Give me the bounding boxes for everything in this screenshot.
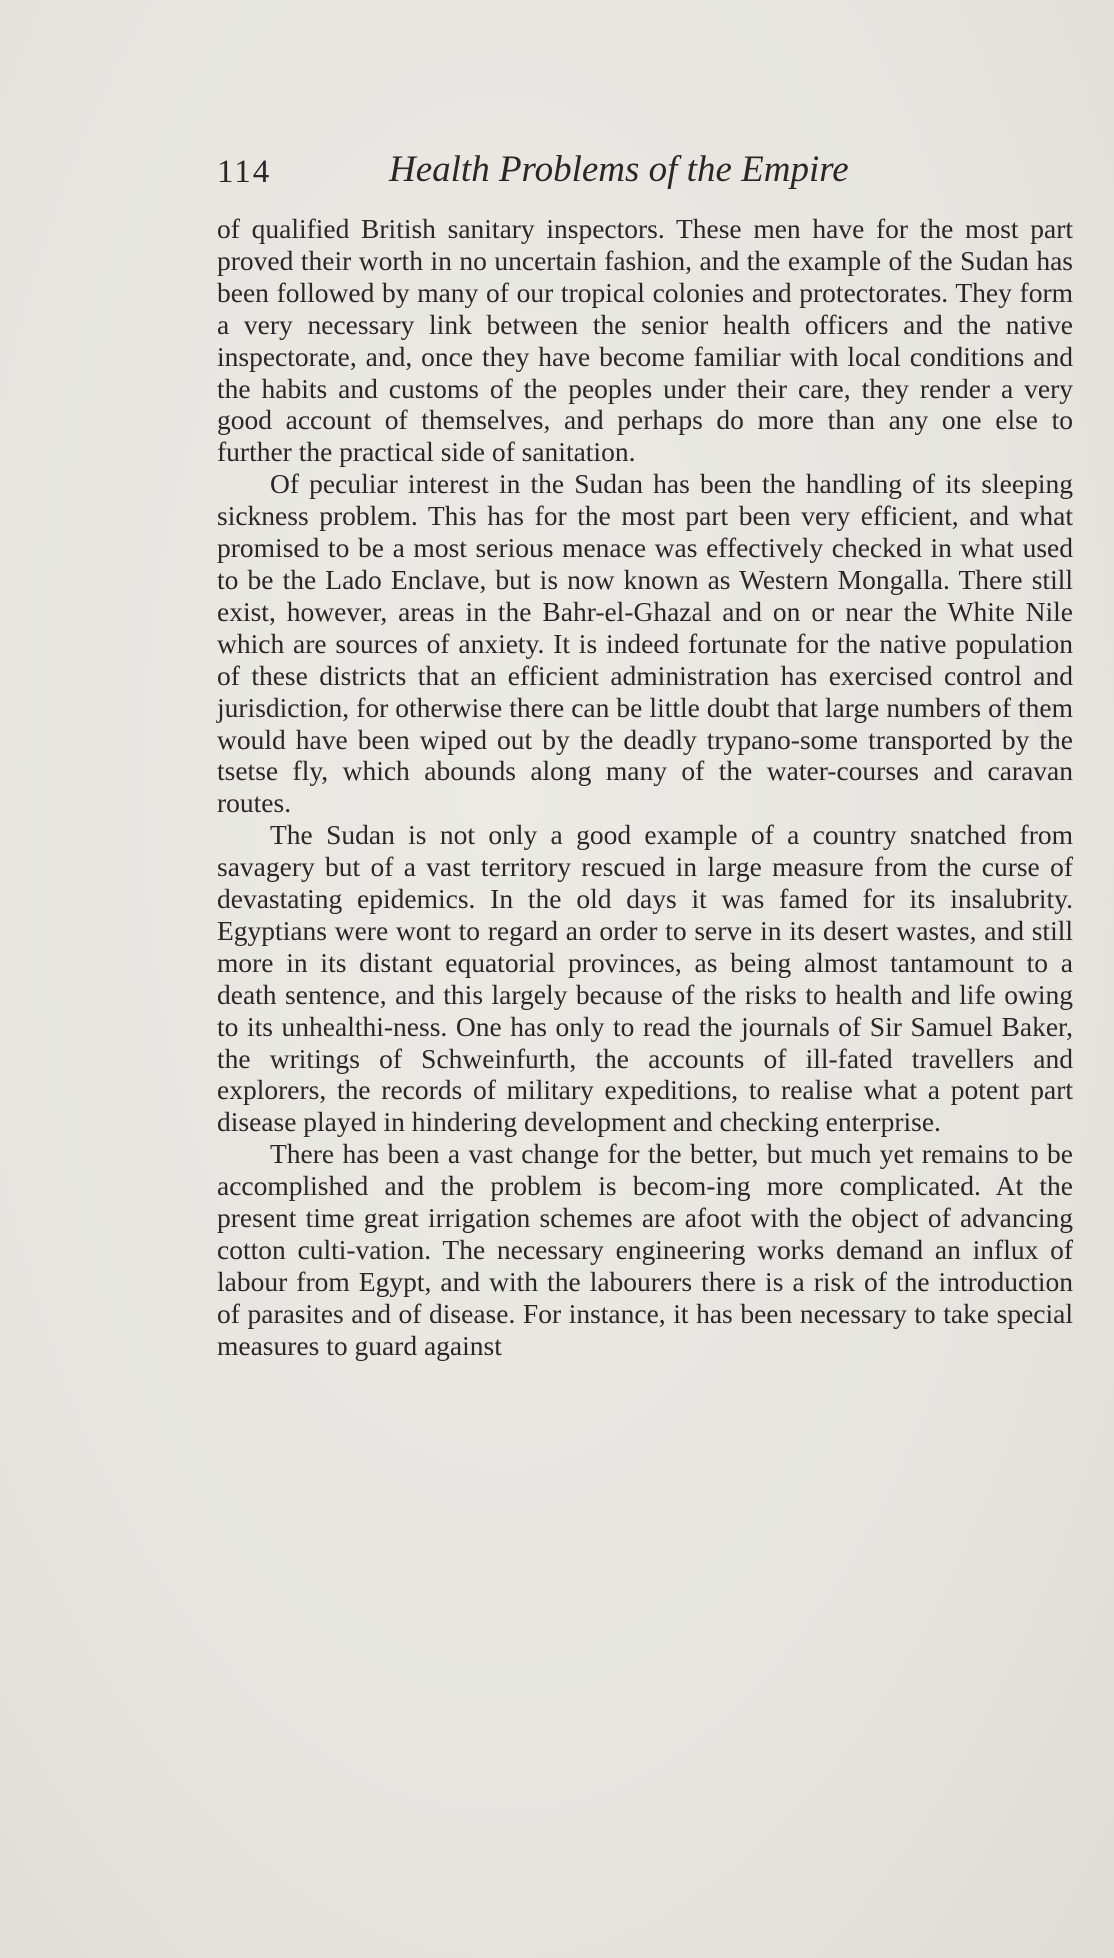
page-header [217, 148, 917, 208]
paragraph-continued: of qualified British sanitary inspectors. These men have for the most part proved their worth in no uncertain fashion, and the example of the Sudan has been followed by many of our tropical colonies and protectorates. They form a very necessary link between the senior health officers and the native inspectorate, and, once they have become familiar with local conditions and the habits and customs of the peoples under their care, they render a very good account of themselves, and perhaps do more than any one else to further the practical side of sanitation. [217, 213, 1073, 468]
body-text [217, 213, 1073, 1362]
page-number: 114 [217, 154, 272, 190]
running-title: Health Problems of the Empire [389, 149, 849, 190]
paragraph-sleeping-sickness: Of peculiar interest in the Sudan has been the handling of its sleeping sickness problem. This has for the most part been very efficient, and what promised to be a most serious menace was effectively checked in what used to be the Lado Enclave, but is now known as Western Mongalla. There still exist, however, areas in the Bahr-el-Ghazal and on or near the White Nile which are sources of anxiety. It is indeed fortunate for the native population of these districts that an efficient administration has exercised control and jurisdiction, for otherwise there can be little doubt that large numbers of them would have been wiped out by the deadly trypano-some transported by the tsetse fly, which abounds along many of the water-courses and caravan routes. [217, 468, 1073, 819]
paragraph-sudan-epidemics: The Sudan is not only a good example of a country snatched from savagery but of a vast territory rescued in large measure from the curse of devastating epidemics. In the old days it was famed for its insalubrity. Egyptians were wont to regard an order to serve in its desert wastes, and still more in its distant equatorial provinces, as being almost tantamount to a death sentence, and this largely because of the risks to health and life owing to its unhealthi-ness. One has only to read the journals of Sir Samuel Baker, the writings of Schweinfurth, the accounts of ill-fated travellers and explorers, the records of military expeditions, to realise what a potent part disease played in hindering development and checking enterprise. [217, 819, 1073, 1138]
paragraph-irrigation: There has been a vast change for the better, but much yet remains to be accomplished and the problem is becom-ing more complicated. At the present time great irrigation schemes are afoot with the object of advancing cotton culti-vation. The necessary engineering works demand an influx of labour from Egypt, and with the labourers there is a risk of the introduction of parasites and of disease. For instance, it has been necessary to take special measures to guard against [217, 1138, 1073, 1361]
